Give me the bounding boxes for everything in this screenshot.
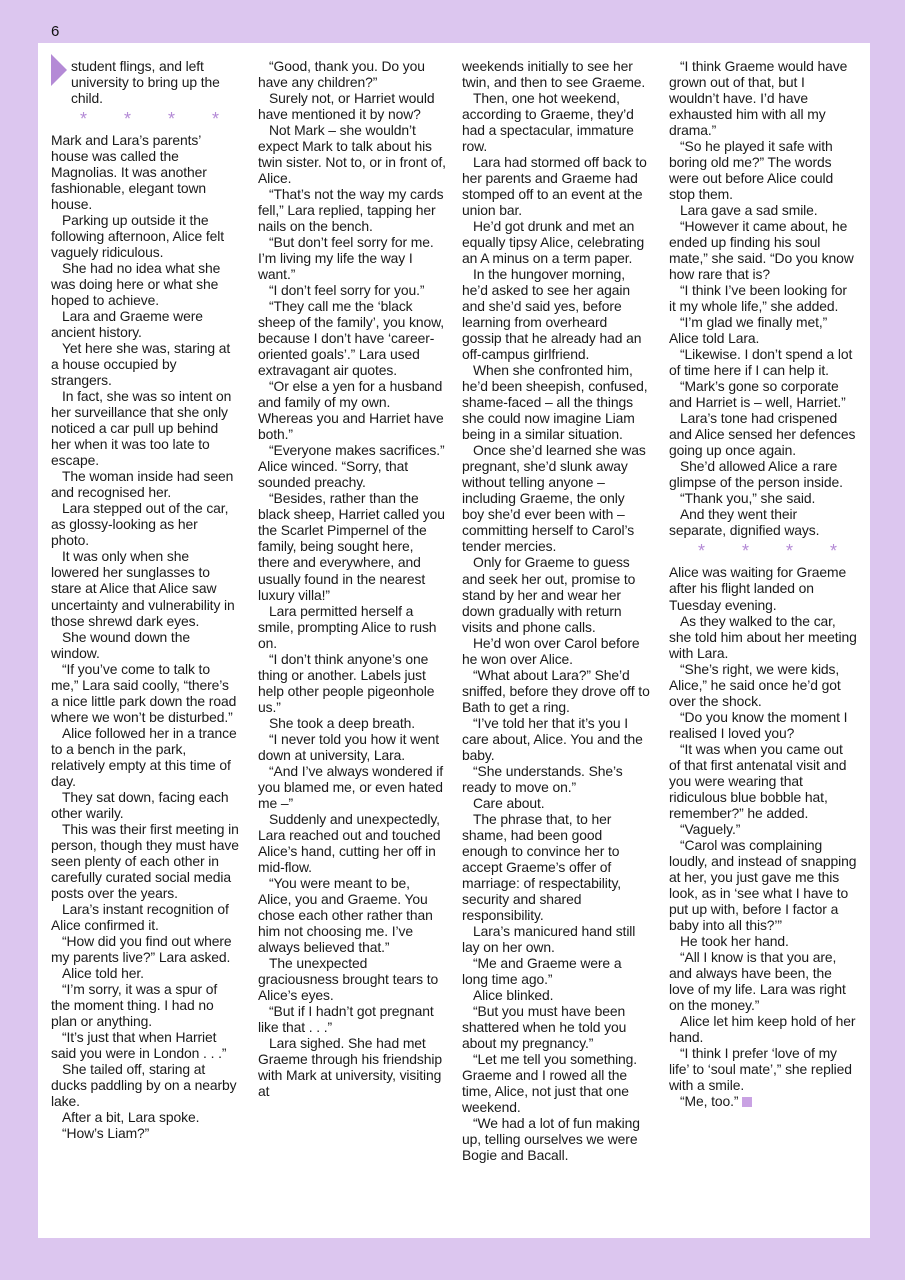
paragraph: Not Mark – she wouldn’t expect Mark to talk about his twin sister. Not to, or in front of, Alice.: [258, 122, 446, 187]
page-sheet: [38, 43, 870, 1238]
paragraph: In the hungover morning, he’d asked to see her again and she’d said yes, before learning from overheard gossip that he already had an off-campus girlfriend.: [462, 266, 642, 363]
paragraph: Parking up outside it the following afternoon, Alice felt vaguely ridiculous.: [51, 212, 224, 261]
paragraph: Lara had stormed off back to her parents and Graeme had stomped off to an event at the union bar.: [462, 154, 647, 219]
paragraph: He’d won over Carol before he won over Alice.: [462, 634, 640, 667]
paragraph: Alice followed her in a trance to a bench in the park, relatively empty at this time of day.: [51, 724, 237, 789]
paragraph: Alice was waiting for Graeme after his flight landed on Tuesday evening.: [669, 564, 847, 613]
paragraph: “And I’ve always wondered if you blamed me, or even hated me –”: [258, 762, 444, 811]
paragraph-text: student flings, and left university to bring up the child.: [71, 58, 220, 107]
paragraph: Lara and Graeme were ancient history.: [51, 308, 203, 341]
paragraph: This was their first meeting in person, though they must have seen plenty of each other in carefully curated social media posts over the years.: [51, 820, 239, 901]
continuation-triangle-icon: [51, 54, 67, 86]
paragraph: “I don’t feel sorry for you.”: [269, 282, 425, 299]
paragraph: “I think I prefer ‘love of my life’ to ‘soul mate’,” she replied with a smile.: [669, 1044, 852, 1093]
paragraph: “It was when you came out of that first antenatal visit and you were wearing that ridiculous blue bobble hat, remember?” he added.: [669, 740, 847, 821]
paragraph: He took her hand.: [680, 932, 789, 949]
paragraph: Lara’s manicured hand still lay on her own.: [462, 922, 636, 955]
paragraph: In fact, she was so intent on her surveillance that she only noticed a car pull up behind her when it was too late to escape.: [51, 388, 232, 469]
paragraph: And they went their separate, dignified ways.: [669, 506, 820, 539]
paragraph: Once she’d learned she was pregnant, she’d slunk away without telling anyone – including Graeme, the only boy she’d ever been with – committing herself to Carol’s tender mercies.: [462, 442, 646, 555]
paragraph: She took a deep breath.: [269, 714, 415, 731]
paragraph: Alice let him keep hold of her hand.: [669, 1012, 856, 1045]
paragraph: “Do you know the moment I realised I loved you?: [669, 708, 848, 741]
page-number: 6: [51, 23, 60, 40]
paragraph: Lara permitted herself a smile, prompting Alice to rush on.: [258, 602, 437, 651]
paragraph: Lara stepped out of the car, as glossy-looking as her photo.: [51, 500, 229, 549]
paragraph: “Vaguely.”: [680, 820, 741, 837]
paragraph-text: “Me, too.”: [680, 1092, 739, 1109]
paragraph: The woman inside had seen and recognised her.: [51, 468, 234, 501]
paragraph: Lara gave a sad smile.: [680, 202, 818, 219]
paragraph: [669, 1093, 857, 1109]
paragraph: When she confronted him, he’d been sheepish, confused, shame-faced – all the things she could now imagine Liam being in a similar situation.: [462, 362, 648, 443]
paragraph: Alice blinked.: [473, 986, 554, 1003]
paragraph: “Good, thank you. Do you have any children?”: [258, 58, 425, 91]
section-separator: * * * *: [79, 109, 236, 130]
paragraph: The unexpected graciousness brought tears to Alice’s eyes.: [258, 954, 439, 1003]
paragraph: Alice told her.: [62, 964, 144, 981]
paragraph: “Me and Graeme were a long time ago.”: [462, 954, 622, 987]
column-3: [462, 58, 650, 1163]
column-1: [51, 58, 239, 1141]
paragraph: “I’m glad we finally met,” Alice told Lara.: [669, 314, 828, 347]
paragraph: weekends initially to see her twin, and then to see Graeme.: [462, 58, 646, 91]
paragraph: [51, 58, 239, 106]
paragraph: “I never told you how it went down at university, Lara.: [258, 730, 440, 763]
paragraph: “We had a lot of fun making up, telling ourselves we were Bogie and Bacall.: [462, 1115, 640, 1164]
paragraph: “Thank you,” she said.: [680, 490, 816, 507]
paragraph: “She’s right, we were kids, Alice,” he said once he’d got over the shock.: [669, 660, 841, 709]
column-2: [258, 58, 446, 1099]
paragraph: “I think I’ve been looking for it my whole life,” she added.: [669, 282, 847, 315]
paragraph: She had no idea what she was doing here or what she hoped to achieve.: [51, 260, 221, 309]
paragraph: “She understands. She’s ready to move on.”: [462, 762, 623, 795]
paragraph: Lara sighed. She had met Graeme through his friendship with Mark at university, visiting at: [258, 1034, 442, 1099]
paragraph: “All I know is that you are, and always have been, the love of my life. Lara was right on the money.”: [669, 948, 846, 1013]
paragraph: “Likewise. I don’t spend a lot of time here if I can help it.: [669, 346, 853, 379]
paragraph: As they walked to the car, she told him about her meeting with Lara.: [669, 612, 857, 661]
paragraph: The phrase that, to her shame, had been good enough to convince her to accept Graeme’s offer of marriage: of respectability, security and shared responsibility.: [462, 810, 622, 923]
paragraph: Lara’s tone had crispened and Alice sensed her defences going up once again.: [669, 410, 856, 459]
paragraph: Then, one hot weekend, according to Graeme, they’d had a spectacular, immature row.: [462, 90, 634, 155]
paragraph: She wound down the window.: [51, 628, 190, 661]
paragraph: “I’m sorry, it was a spur of the moment thing. I had no plan or anything.: [51, 980, 218, 1029]
paragraph: “You were meant to be, Alice, you and Graeme. You chose each other rather than him not choosing me. I’ve always believed that.”: [258, 874, 433, 955]
paragraph: “I think Graeme would have grown out of that, but I wouldn’t have. I’d have exhausted him with all my drama.”: [669, 58, 848, 139]
paragraph: It was only when she lowered her sunglasses to stare at Alice that Alice saw uncertainty and vulnerability in those shrewd dark eyes.: [51, 548, 235, 629]
paragraph: “It’s just that when Harriet said you were in London . . .”: [51, 1028, 227, 1061]
paragraph: “Everyone makes sacrifices.” Alice winced. “Sorry, that sounded preachy.: [258, 442, 445, 491]
paragraph: “I don’t think anyone’s one thing or another. Labels just help other people pigeonhole us.”: [258, 650, 435, 715]
paragraph: “I’ve told her that it’s you I care about, Alice. You and the baby.: [462, 714, 643, 763]
paragraph: “Besides, rather than the black sheep, Harriet called you the Scarlet Pimpernel of the family, being sought here, there and everywhere, and usually found in the nearest luxury villa!”: [258, 490, 445, 603]
paragraph: She tailed off, staring at ducks paddling by on a nearby lake.: [51, 1060, 237, 1109]
paragraph: They sat down, facing each other warily.: [51, 788, 229, 821]
paragraph: “Or else a yen for a husband and family of my own. Whereas you and Harriet have both.”: [258, 378, 444, 443]
paragraph: “That’s not the way my cards fell,” Lara replied, tapping her nails on the bench.: [258, 186, 444, 235]
paragraph: “Let me tell you something. Graeme and I rowed all the time, Alice, not just that one weekend.: [462, 1050, 638, 1116]
paragraph: “But if I hadn’t got pregnant like that . . .”: [258, 1002, 434, 1035]
paragraph: “Carol was complaining loudly, and instead of snapping at her, you just gave me this look, as in ‘see what I have to put up with, before I factor a baby into all this?’”: [669, 836, 857, 933]
paragraph: He’d got drunk and met an equally tipsy Alice, celebrating an A minus on a term paper.: [462, 218, 645, 267]
paragraph: Suddenly and unexpectedly, Lara reached out and touched Alice’s hand, cutting her off in mid-flow.: [258, 810, 441, 875]
paragraph: “So he played it safe with boring old me?” The words were out before Alice could stop them.: [669, 138, 834, 203]
paragraph: Yet here she was, staring at a house occupied by strangers.: [51, 340, 231, 389]
paragraph: “They call me the ‘black sheep of the family’, you know, because I don’t have ‘career-oriented goals’.” Lara used extravagant air quotes.: [258, 298, 445, 379]
paragraph: Care about.: [473, 794, 545, 811]
paragraph: Mark and Lara’s parents’ house was called the Magnolias. It was another fashionable, elegant town house.: [51, 132, 207, 213]
paragraph: “However it came about, he ended up finding his soul mate,” she said. “Do you know how rare that is?: [669, 218, 854, 283]
paragraph: “Mark’s gone so corporate and Harriet is – well, Harriet.”: [669, 378, 846, 411]
paragraph: “How did you find out where my parents live?” Lara asked.: [51, 932, 232, 965]
section-separator: * * * *: [697, 541, 854, 562]
column-4: [669, 58, 857, 1109]
end-square-icon: [742, 1097, 752, 1107]
paragraph: Lara’s instant recognition of Alice confirmed it.: [51, 900, 229, 933]
paragraph: “If you’ve come to talk to me,” Lara said coolly, “there’s a nice little park down the road where we won’t be disturbed.”: [51, 660, 237, 725]
paragraph: After a bit, Lara spoke.: [62, 1109, 200, 1125]
paragraph: She’d allowed Alice a rare glimpse of the person inside.: [669, 458, 843, 491]
paragraph: Only for Graeme to guess and seek her out, promise to stand by her and wear her down gradually with return visits and phone calls.: [462, 554, 636, 635]
paragraph: “What about Lara?” She’d sniffed, before they drove off to Bath to get a ring.: [462, 666, 650, 715]
paragraph: “How’s Liam?”: [62, 1125, 150, 1142]
paragraph: “But don’t feel sorry for me. I’m living my life the way I want.”: [258, 234, 434, 283]
paragraph: “But you must have been shattered when he told you about my pregnancy.”: [462, 1002, 627, 1051]
paragraph: Surely not, or Harriet would have mentioned it by now?: [258, 90, 435, 123]
